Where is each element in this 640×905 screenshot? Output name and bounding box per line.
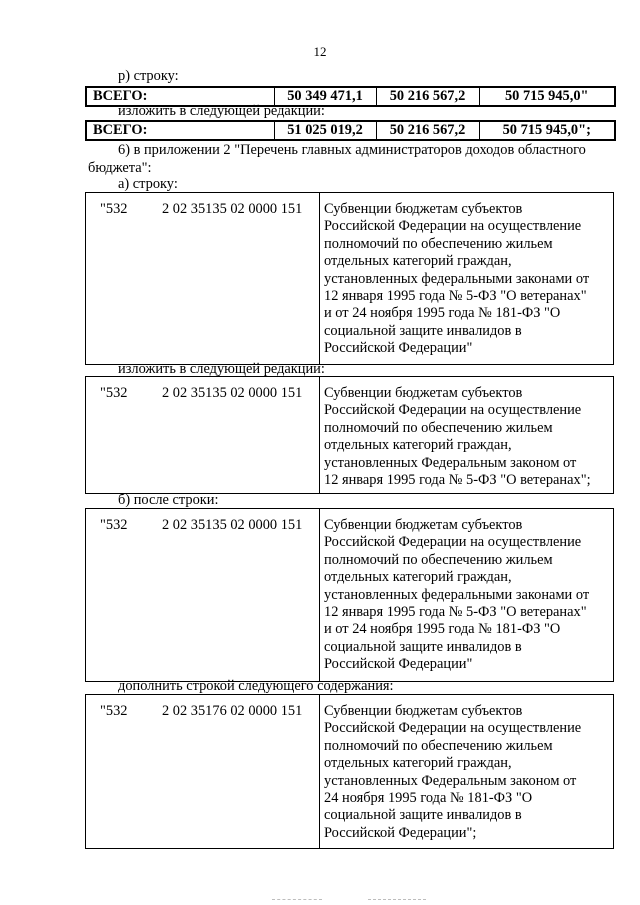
- income-description: Субвенции бюджетам субъектов Российской Федерации на осуществление полномочий по обеспечению жильем отдельных категорий граждан, установленных федеральными законами от 12 января 1995 года № 5-ФЗ "О ветеранах" и от 24 ноября 1995 года № 181-ФЗ "О социальной защите инвалидов в Российской Федерации": [324, 201, 590, 357]
- budget-classification-code: 2 02 35135 02 0000 151: [162, 201, 303, 217]
- table-row-b-new: [85, 694, 614, 849]
- income-description: Субвенции бюджетам субъектов Российской Федерации на осуществление полномочий по обеспечению жильем отдельных категорий граждан, установленных федеральными законами от 12 января 1995 года № 5-ФЗ "О ветеранах" и от 24 ноября 1995 года № 181-ФЗ "О социальной защите инвалидов в Российской Федерации": [324, 517, 590, 673]
- admin-code: "532: [100, 385, 128, 401]
- column-divider: [319, 695, 320, 848]
- total-label: ВСЕГО:: [93, 88, 148, 104]
- total-value-1: 50 349 471,1: [274, 87, 376, 106]
- column-divider: [319, 377, 320, 493]
- section-r-replace-label: изложить в следующей редакции:: [118, 103, 325, 119]
- item-a-label: а) строку:: [118, 176, 178, 192]
- table-row-a-old: [85, 192, 614, 365]
- scan-artifact-line: [368, 899, 426, 900]
- scan-artifact-line: [272, 899, 322, 900]
- total-value-2: 50 216 567,2: [376, 87, 479, 106]
- total-label: ВСЕГО:: [93, 122, 148, 138]
- admin-code: "532: [100, 201, 128, 217]
- income-description: Субвенции бюджетам субъектов Российской Федерации на осуществление полномочий по обеспечению жильем отдельных категорий граждан, установленных Федеральным законом от 24 ноября 1995 года № 181-ФЗ "О социальной защите инвалидов в Российской Федерации";: [324, 703, 582, 841]
- admin-code: "532: [100, 517, 128, 533]
- item-a-replace-label: изложить в следующей редакции:: [118, 361, 325, 377]
- total-row-new: [85, 120, 616, 141]
- item-b-add-label: дополнить строкой следующего содержания:: [118, 678, 394, 694]
- column-divider: [319, 193, 320, 364]
- table-row-a-new: [85, 376, 614, 494]
- admin-code: "532: [100, 703, 128, 719]
- total-value-3: 50 715 945,0";: [479, 121, 615, 140]
- page-number: 12: [313, 44, 327, 59]
- section-6-intro: 6) в приложении 2 "Перечень главных администраторов доходов областного бюджета":: [88, 142, 586, 176]
- total-value-3: 50 715 945,0": [479, 87, 615, 106]
- budget-classification-code: 2 02 35135 02 0000 151: [162, 385, 303, 401]
- section-r-label: р) строку:: [118, 68, 179, 84]
- budget-classification-code: 2 02 35176 02 0000 151: [162, 703, 303, 719]
- table-row-b-after: [85, 508, 614, 682]
- budget-classification-code: 2 02 35135 02 0000 151: [162, 517, 303, 533]
- total-value-1: 51 025 019,2: [274, 121, 376, 140]
- column-divider: [319, 509, 320, 681]
- income-description: Субвенции бюджетам субъектов Российской Федерации на осуществление полномочий по обеспечению жильем отдельных категорий граждан, установленных Федеральным законом от 12 января 1995 года № 5-ФЗ "О ветеранах";: [324, 385, 591, 489]
- item-b-label: б) после строки:: [118, 492, 219, 508]
- total-value-2: 50 216 567,2: [376, 121, 479, 140]
